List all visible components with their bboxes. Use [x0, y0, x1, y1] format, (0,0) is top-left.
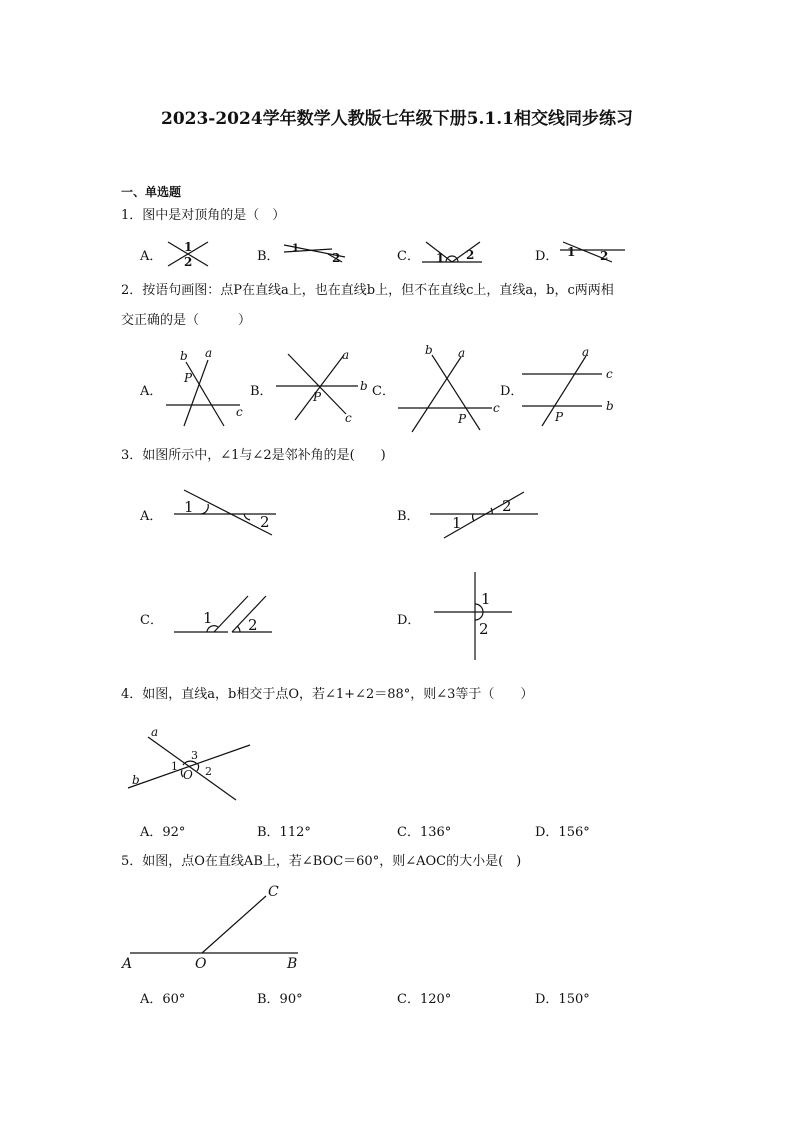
- q1-option-c[interactable]: C．: [397, 249, 420, 264]
- q1b-label-2: 2: [332, 251, 341, 265]
- q1-option-a[interactable]: A．: [140, 249, 163, 264]
- q3-option-b[interactable]: B．: [397, 509, 420, 524]
- q2d-label-a: a: [582, 345, 590, 359]
- q2d-label-b: b: [606, 399, 614, 413]
- q3-figure-b: [430, 492, 538, 538]
- q2-option-a[interactable]: A．: [140, 384, 163, 399]
- q3a-label-2: 2: [260, 513, 270, 531]
- q3c-label-2: 2: [248, 616, 258, 634]
- q2d-label-c: c: [606, 367, 613, 381]
- q1c-label-2: 2: [466, 248, 475, 262]
- q4-option-c[interactable]: C．136°: [397, 825, 452, 840]
- q2a-label-b: b: [180, 349, 188, 363]
- q4-label-b: b: [132, 773, 140, 787]
- q5-option-a[interactable]: A．60°: [140, 992, 186, 1007]
- q1-option-d[interactable]: D．: [535, 249, 559, 264]
- q4-label-1: 1: [171, 760, 178, 773]
- q2b-label-p: P: [313, 390, 322, 404]
- q1c-label-1: 1: [436, 251, 445, 265]
- q2a-label-a: a: [205, 346, 213, 360]
- q3-figure-d: [434, 572, 512, 660]
- page-title: 2023-2024学年数学人教版七年级下册5.1.1相交线同步练习: [160, 109, 633, 129]
- q3d-label-1: 1: [481, 590, 491, 608]
- question-1-stem: 1．图中是对顶角的是（ ）: [121, 208, 286, 223]
- q2a-label-c: c: [236, 405, 243, 419]
- q4-option-b[interactable]: B．112°: [257, 825, 311, 840]
- q2-figure-c: [398, 355, 492, 432]
- q2-option-c[interactable]: C．: [372, 384, 395, 399]
- q2b-label-c: c: [345, 411, 352, 425]
- q3d-label-2: 2: [479, 620, 489, 638]
- q3c-label-1: 1: [203, 609, 213, 627]
- q5-option-b[interactable]: B．90°: [257, 992, 303, 1007]
- q4-label-a: a: [151, 725, 159, 739]
- q2d-label-p: P: [555, 410, 564, 424]
- q1a-label-2: 2: [184, 255, 193, 269]
- q4-label-o: O: [183, 768, 193, 782]
- q3b-label-1: 1: [452, 514, 462, 532]
- question-5-stem: 5．如图，点O在直线AB上，若∠BOC＝60°，则∠AOC的大小是( ): [121, 854, 522, 869]
- q4-label-2: 2: [205, 765, 212, 778]
- question-2-stem-line1: 2．按语句画图：点P在直线a上，也在直线b上，但不在直线c上，直线a，b，c两两相: [121, 283, 614, 298]
- q1a-label-1: 1: [184, 240, 193, 254]
- q1-option-b[interactable]: B．: [257, 249, 280, 264]
- q5-option-c[interactable]: C．120°: [397, 992, 452, 1007]
- q2b-label-a: a: [342, 348, 350, 362]
- q5-label-a: A: [122, 956, 133, 972]
- q5-figure: [130, 896, 298, 953]
- q4-option-a[interactable]: A．92°: [140, 825, 186, 840]
- q5-option-d[interactable]: D．150°: [535, 992, 590, 1007]
- q2c-label-a: a: [458, 346, 466, 360]
- q3-option-a[interactable]: A．: [140, 509, 163, 524]
- q3b-label-2: 2: [502, 497, 512, 515]
- q2c-label-c: c: [493, 401, 500, 415]
- q2a-label-p: P: [184, 371, 193, 385]
- q2b-label-b: b: [360, 379, 368, 393]
- q3-option-c[interactable]: C．: [140, 613, 163, 628]
- q4-label-3: 3: [191, 749, 198, 762]
- q4-option-d[interactable]: D．156°: [535, 825, 590, 840]
- q3-option-d[interactable]: D．: [397, 613, 421, 628]
- question-4-stem: 4．如图，直线a，b相交于点O，若∠1+∠2＝88°，则∠3等于（ ）: [121, 687, 534, 702]
- q5-label-b: B: [287, 956, 298, 972]
- q5-label-o: O: [195, 956, 207, 972]
- question-2-stem-line2: 交正确的是（ ）: [121, 313, 252, 328]
- q1b-label-1: 1: [292, 243, 299, 254]
- q1d-label-2: 2: [600, 249, 609, 263]
- q2c-label-p: P: [458, 412, 467, 426]
- q5-label-c: C: [268, 884, 279, 900]
- q2-figure-a: [166, 360, 240, 426]
- q2-option-d[interactable]: D．: [500, 384, 524, 399]
- q2-option-b[interactable]: B．: [250, 384, 273, 399]
- q3a-label-1: 1: [184, 498, 194, 516]
- question-3-stem: 3．如图所示中，∠1与∠2是邻补角的是( ): [121, 448, 386, 463]
- q1d-label-1: 1: [567, 245, 576, 259]
- section-heading: 一、单选题: [121, 185, 182, 199]
- q2c-label-b: b: [425, 343, 433, 357]
